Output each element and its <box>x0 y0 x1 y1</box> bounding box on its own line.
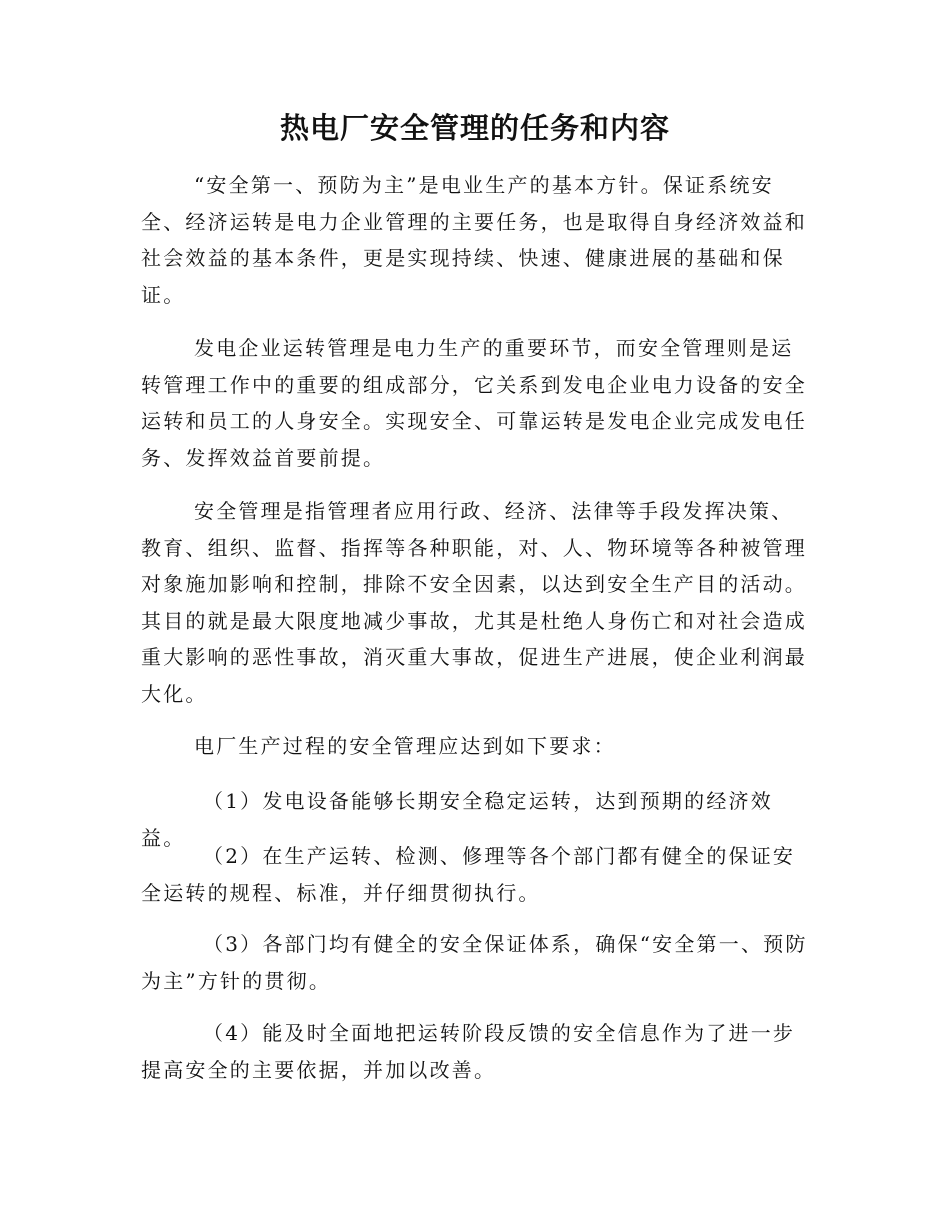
paragraph-operation-management: 发电企业运转管理是电力生产的重要环节，而安全管理则是运转管理工作中的重要的组成部分，它关系到发电企业电力设备的安全运转和员工的人身安全。实现安全、可靠运转是发电企业完成发电任务、发挥效益首要前提。 <box>141 336 807 470</box>
document-title: 热电厂安全管理的任务和内容 <box>279 111 670 145</box>
paragraph-safety-policy: “安全第一、预防为主”是电业生产的基本方针。保证系统安全、经济运转是电力企业管理的主要任务，也是取得自身经济效益和社会效益的基本条件，更是实现持续、快速、健康进展的基础和保证。 <box>141 173 807 307</box>
requirement-item-4: （4）能及时全面地把运转阶段反馈的安全信息作为了进一步提高安全的主要依据，并加以改善。 <box>141 1021 796 1082</box>
requirement-item-2: （2）在生产运转、检测、修理等各个部门都有健全的保证安全运转的规程、标准，并仔细贯彻执行。 <box>141 844 796 905</box>
requirement-item-1: （1）发电设备能够长期安全稳定运转，达到预期的经济效益。 <box>141 789 773 850</box>
paragraph-requirements-intro: 电厂生产过程的安全管理应达到如下要求： <box>194 734 616 758</box>
requirement-item-3: （3）各部门均有健全的安全保证体系，确保“安全第一、预防为主”方针的贯彻。 <box>141 932 808 993</box>
paragraph-safety-management-definition: 安全管理是指管理者应用行政、经济、法律等手段发挥决策、教育、组织、监督、指挥等各种职能，对、人、物环境等各种被管理对象施加影响和控制，排除不安全因素，以达到安全生产目的活动。其目的就是最大限度地减少事故，尤其是杜绝人身伤亡和对社会造成重大影响的恶性事故，消灭重大事故，促进生产进展，使企业利润最大化。 <box>141 499 807 706</box>
